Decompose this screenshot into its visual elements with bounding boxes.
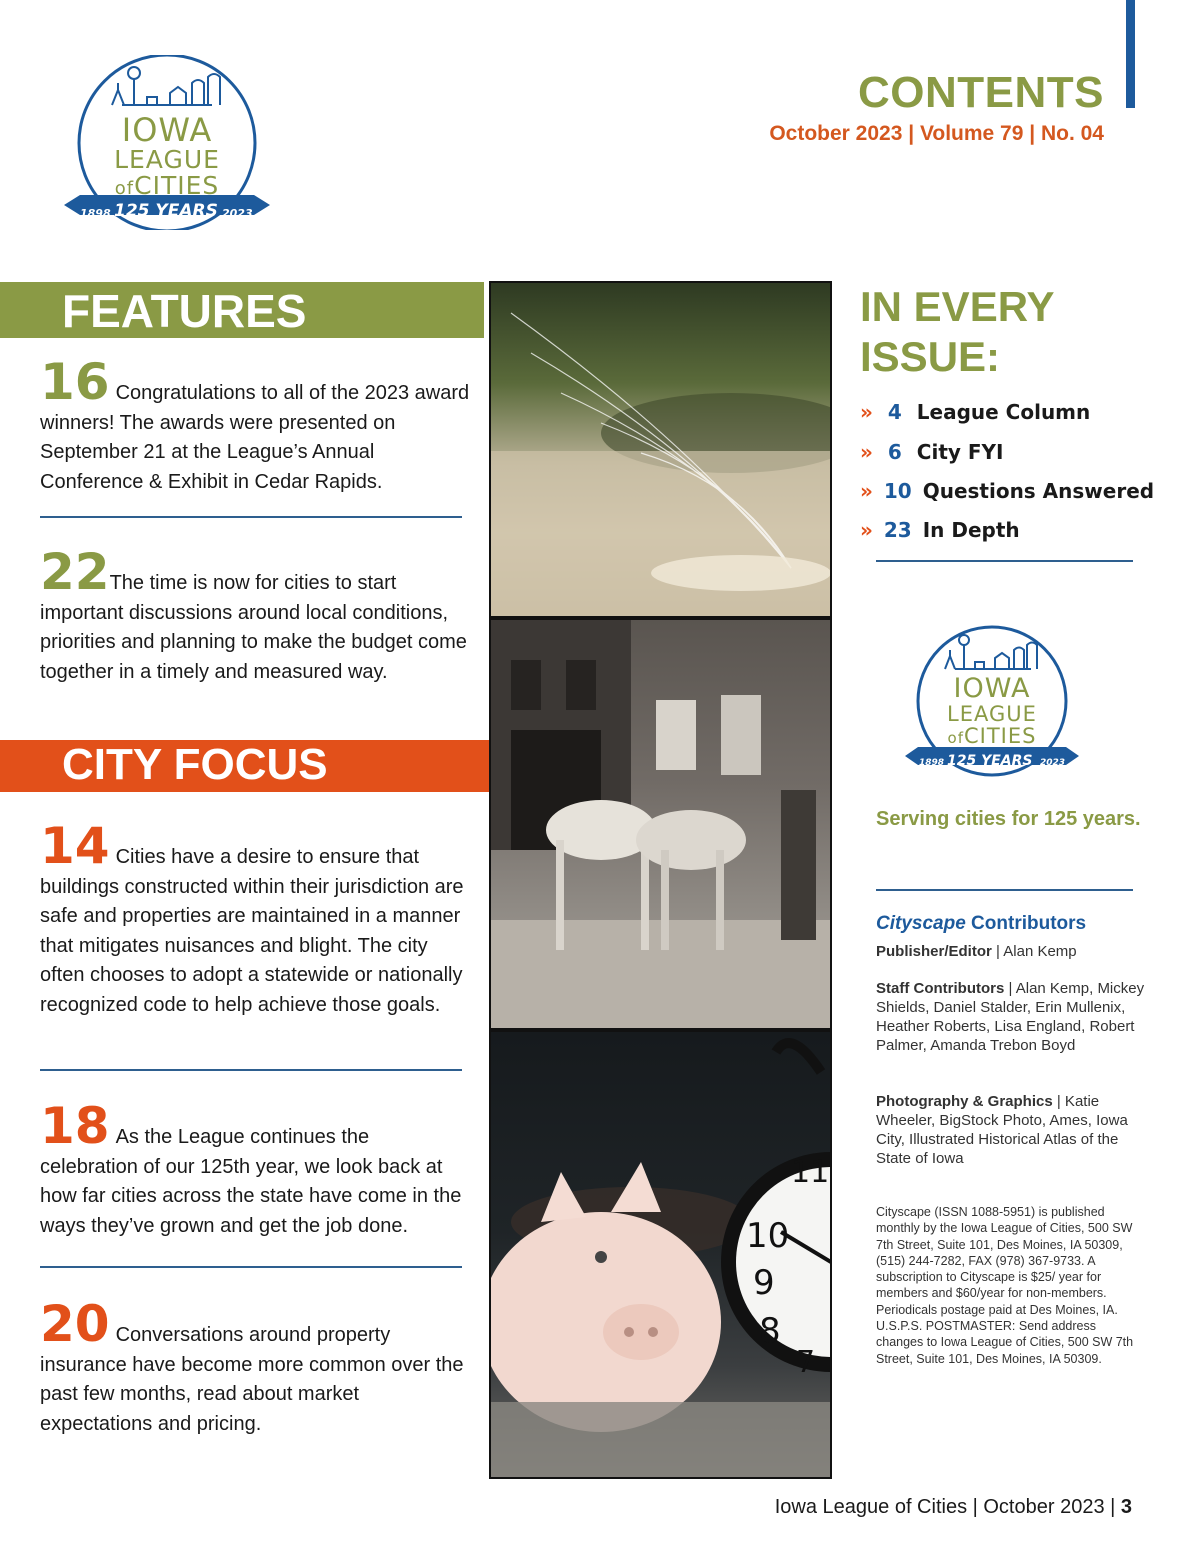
logo-line-cities [62,171,272,200]
staff-names: | Alan Kemp, Mickey Shields, Daniel Stalder, Erin Mullenix, Heather Roberts, Lisa England, Robert Palmer, Amanda Trebon Boyd [876,980,1145,1054]
feature-description: The time is now for cities to start important discussions around local conditions, priorities and planning to make the budget come together in a timely and measured way. [40,572,467,683]
feature-page-number: 22 [40,543,110,601]
historic-fire-wagon-photo [489,618,832,1030]
issue-item-label: Questions Answered [922,479,1155,503]
issue-item-league-column[interactable] [860,400,1090,424]
tagline: Serving cities for 125 years. [876,808,1141,830]
piggy-bank-clock-photo [489,1030,832,1479]
logo-cities: CITIES [963,724,1037,748]
city-focus-entry-2[interactable] [40,1097,470,1241]
svg-text:11: 11 [791,1155,830,1190]
league-logo-small [903,625,1081,780]
publication-fine-print: Cityscape (ISSN 1088-5951) is published monthly by the Iowa League of Cities, 500 SW 7th Street, Suite 101, Des Moines, IA 50309, (515) 244-7282, FAX (978) 367-9733. A subscription to Cityscape is $25/ year for members and $60/year for non-members. Periodicals postage paid at Des Moines, IA. U.S.P.S. POSTMASTER: Send address changes to Iowa League of Cities, 500 SW 7th Street, Suite 101, Des Moines, IA 50309. [876,1205,1134,1366]
logo-line-league: LEAGUE [114,145,220,174]
svg-text:10: 10 [746,1216,790,1256]
issue-item-label: League Column [916,400,1091,424]
contributors-heading [876,913,1086,935]
logo-of: of [947,729,964,747]
logo-line-cities [903,724,1081,748]
chevron-right-icon: » [860,400,873,424]
logo-year-start: 1898 [919,758,945,768]
divider [40,516,462,518]
issue-item-page: 23 [883,518,912,542]
sprinkler-water-icon [491,283,832,618]
logo-banner: 125 YEARS [947,753,1033,769]
in-every-issue-heading: IN EVERY ISSUE: [860,283,1054,380]
logo-year-end: 2023 [222,207,253,220]
piggy-bank-icon [491,1032,832,1479]
photography-credit [876,1092,1146,1168]
city-focus-page-number: 18 [40,1097,110,1155]
publisher-credit [876,942,1146,961]
logo-line-iowa: IOWA [121,111,213,149]
photography-names: | Katie Wheeler, BigStock Photo, Ames, Iowa City, Illustrated Historical Atlas of the State of Iowa [876,1093,1128,1167]
city-focus-description: As the League continues the celebration of our 125th year, we look back at how far cities across the state have come in the ways they’ve grown and get the job done. [40,1126,462,1237]
logo-banner: 125 YEARS [114,201,218,221]
feature-description: Congratulations to all of the 2023 award winners! The awards were presented on September 21 at the League’s Annual Conference & Exhibit in Cedar Rapids. [40,382,470,493]
divider [40,1266,462,1268]
city-focus-page-number: 14 [40,817,110,875]
issue-item-page: 4 [887,400,902,424]
issue-item-label: In Depth [922,518,1020,542]
page-footer [775,1496,1132,1519]
chevron-right-icon: » [860,479,873,503]
feature-entry-2[interactable] [40,543,470,687]
city-focus-heading-bar [0,740,490,792]
divider [876,560,1133,562]
issue-info: October 2023 | Volume 79 | No. 04 [769,122,1104,145]
league-logo [62,55,272,230]
footer-page-number: 3 [1120,1496,1132,1518]
city-focus-entry-1[interactable] [40,817,470,1020]
feature-entry-1[interactable] [40,353,470,497]
city-focus-description: Conversations around property insurance have become more common over the past few months, read about market expectations and pricing. [40,1324,464,1435]
logo-cities: CITIES [134,171,220,200]
chevron-right-icon: » [860,440,873,464]
contributors-heading-rest: Contributors [965,913,1087,934]
page-title: CONTENTS [858,68,1104,117]
issue-item-in-depth[interactable] [860,518,1020,542]
logo-year-start: 1898 [80,207,111,220]
horse-wagon-icon [491,620,832,1030]
divider [876,889,1133,891]
staff-credit [876,979,1146,1055]
issue-item-page: 10 [883,479,912,503]
staff-label: Staff Contributors [876,980,1005,997]
contributors-heading-italic: Cityscape [876,913,966,934]
issue-item-page: 6 [887,440,902,464]
logo-line-iowa: IOWA [953,673,1031,704]
svg-text:7: 7 [796,1345,816,1380]
logo-line-league: LEAGUE [947,702,1037,726]
publisher-label: Publisher/Editor [876,943,992,960]
city-focus-heading: CITY FOCUS [62,740,328,789]
publisher-name: | Alan Kemp [991,943,1077,960]
svg-text:8: 8 [759,1311,781,1351]
sprinkler-photo [489,281,832,618]
city-focus-entry-3[interactable] [40,1295,470,1439]
logo-year-end: 2023 [1040,758,1066,768]
svg-text:9: 9 [753,1263,775,1303]
features-heading: FEATURES [62,285,307,337]
accent-bar [1126,0,1135,108]
divider [40,1069,462,1071]
issue-item-questions-answered[interactable] [860,479,1154,503]
chevron-right-icon: » [860,518,873,542]
city-focus-description: Cities have a desire to ensure that buildings constructed within their jurisdiction are safe and properties are maintained in a manner that mitigates nuisances and blight. The city often chooses to adopt a statewide or nationally recognized code to help achieve those goals. [40,846,464,1016]
photography-label: Photography & Graphics [876,1093,1053,1110]
issue-item-label: City FYI [916,440,1004,464]
feature-page-number: 16 [40,353,110,411]
features-heading-bar [0,282,484,338]
city-focus-page-number: 20 [40,1295,110,1353]
logo-of: of [114,178,135,199]
issue-item-city-fyi[interactable] [860,440,1003,464]
footer-text: Iowa League of Cities | October 2023 | [774,1496,1121,1518]
